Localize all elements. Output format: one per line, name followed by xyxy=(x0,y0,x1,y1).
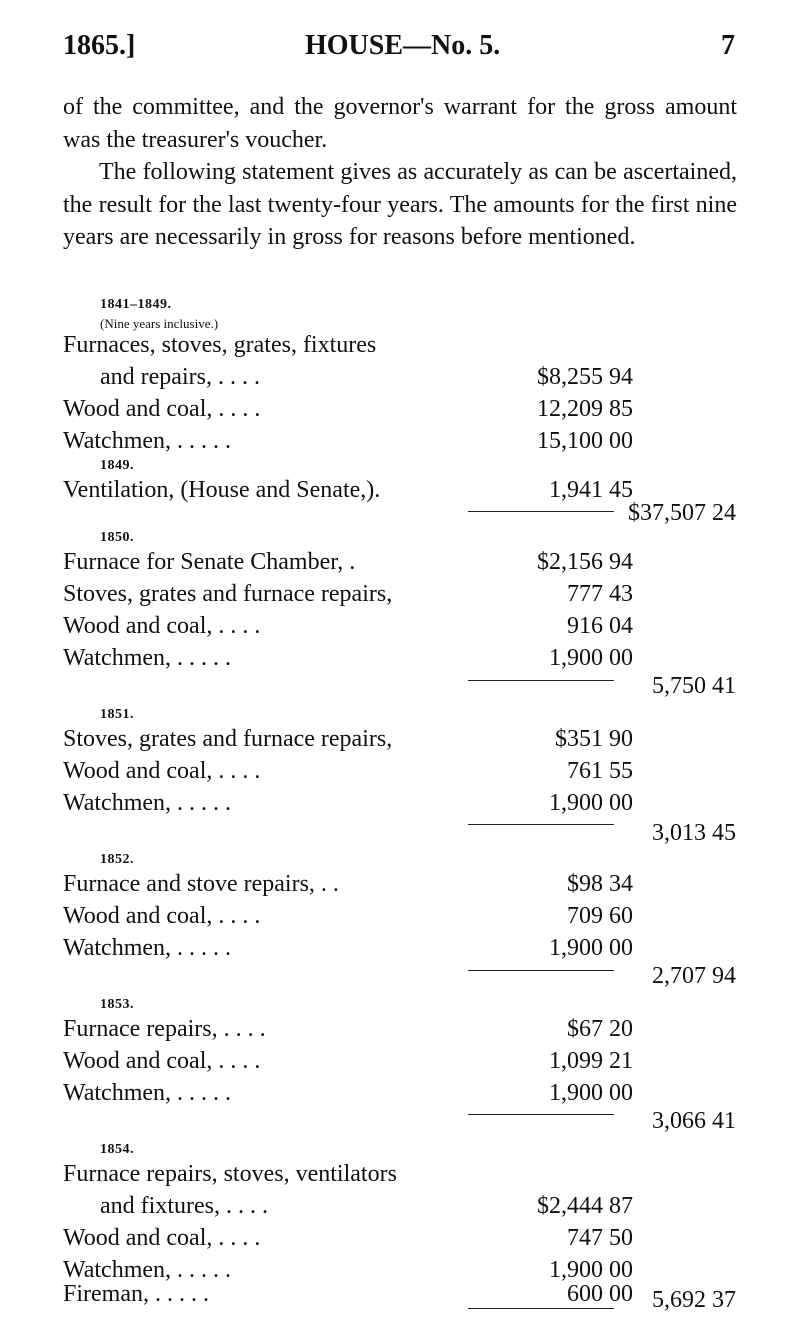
section-total: 3,066 41 xyxy=(652,1108,736,1134)
ledger-label: Watchmen, . . . . . xyxy=(63,790,232,816)
ledger-amount: $8,255 94 xyxy=(537,364,633,390)
ledger-label: Wood and coal, . . . . xyxy=(63,903,261,929)
ledger-amount: 1,900 00 xyxy=(549,1080,633,1106)
ledger-amount: 12,209 85 xyxy=(537,396,633,422)
section-year: 1850. xyxy=(100,530,134,545)
section-year: 1854. xyxy=(100,1142,134,1157)
page-number: 7 xyxy=(721,30,735,61)
ledger-label: Watchmen, . . . . . xyxy=(63,1257,232,1283)
running-header xyxy=(63,30,735,70)
ledger-label: Wood and coal, . . . . xyxy=(63,1048,261,1074)
section-year: 1849. xyxy=(100,458,134,473)
section-total: 5,750 41 xyxy=(652,673,736,699)
ledger-amount: 747 50 xyxy=(567,1225,633,1251)
section-note: (Nine years inclusive.) xyxy=(100,316,219,331)
ledger-label: Stoves, grates and furnace repairs, xyxy=(63,726,393,752)
ledger-amount: $351 90 xyxy=(555,726,633,752)
intro-paragraph-1: of the committee, and the governor's warrant for the gross amount was the treasurer's voucher. xyxy=(63,94,737,153)
section-total: 3,013 45 xyxy=(652,820,736,846)
ledger-amount: 1,900 00 xyxy=(549,1257,633,1283)
ledger-amount: 600 00 xyxy=(567,1281,633,1307)
header-year: 1865.] xyxy=(63,30,136,61)
ledger-label: and fixtures, . . . . xyxy=(100,1193,268,1219)
ledger-label: Watchmen, . . . . . xyxy=(63,428,232,454)
ledger-amount: 1,941 45 xyxy=(549,477,633,503)
ledger-label: Furnace repairs, stoves, ventilators xyxy=(63,1161,397,1187)
ledger-amount: $2,156 94 xyxy=(537,549,633,575)
ledger-amount: $67 20 xyxy=(567,1016,633,1042)
ledger-amount: 1,900 00 xyxy=(549,935,633,961)
ledger-label: Wood and coal, . . . . xyxy=(63,758,261,784)
section-total: 5,692 37 xyxy=(652,1287,736,1313)
ledger-label: Watchmen, . . . . . xyxy=(63,1080,232,1106)
ledger-label: Furnace and stove repairs, . . xyxy=(63,871,339,897)
ledger-label: Fireman, . . . . . xyxy=(63,1281,209,1307)
ledger-label: Wood and coal, . . . . xyxy=(63,1225,261,1251)
intro-paragraph-2: The following statement gives as accurately as can be ascertained, the result for the last twenty-four years. The amounts for the first nine years are necessarily in gross for reasons before mentioned. xyxy=(63,159,737,251)
header-title: HOUSE—No. 5. xyxy=(305,30,501,61)
ledger-label: Furnaces, stoves, grates, fixtures xyxy=(63,332,377,358)
ledger-label: Ventilation, (House and Senate,). xyxy=(63,477,381,503)
ledger-amount: $98 34 xyxy=(567,871,633,897)
ledger-label: Furnace repairs, . . . . xyxy=(63,1016,266,1042)
section-total: $37,507 24 xyxy=(628,500,736,526)
ledger-label: Wood and coal, . . . . xyxy=(63,613,261,639)
ledger-amount: 709 60 xyxy=(567,903,633,929)
ledger-label: Watchmen, . . . . . xyxy=(63,935,232,961)
section-year: 1841–1849. xyxy=(100,297,172,312)
ledger-amount: 777 43 xyxy=(567,581,633,607)
ledger-amount: $2,444 87 xyxy=(537,1193,633,1219)
section-year: 1851. xyxy=(100,707,134,722)
ledger-label: Watchmen, . . . . . xyxy=(63,645,232,671)
ledger-amount: 916 04 xyxy=(567,613,633,639)
section-total: 2,707 94 xyxy=(652,963,736,989)
ledger-label: and repairs, . . . . xyxy=(100,364,260,390)
ledger-amount: 1,900 00 xyxy=(549,645,633,671)
ledger-label: Furnace for Senate Chamber, . xyxy=(63,549,356,575)
ledger-amount: 15,100 00 xyxy=(537,428,633,454)
intro-text xyxy=(63,91,737,254)
ledger-amount: 1,099 21 xyxy=(549,1048,633,1074)
section-year: 1853. xyxy=(100,997,134,1012)
ledger-label: Wood and coal, . . . . xyxy=(63,396,261,422)
ledger-label: Stoves, grates and furnace repairs, xyxy=(63,581,393,607)
section-year: 1852. xyxy=(100,852,134,867)
ledger-amount: 761 55 xyxy=(567,758,633,784)
ledger-amount: 1,900 00 xyxy=(549,790,633,816)
